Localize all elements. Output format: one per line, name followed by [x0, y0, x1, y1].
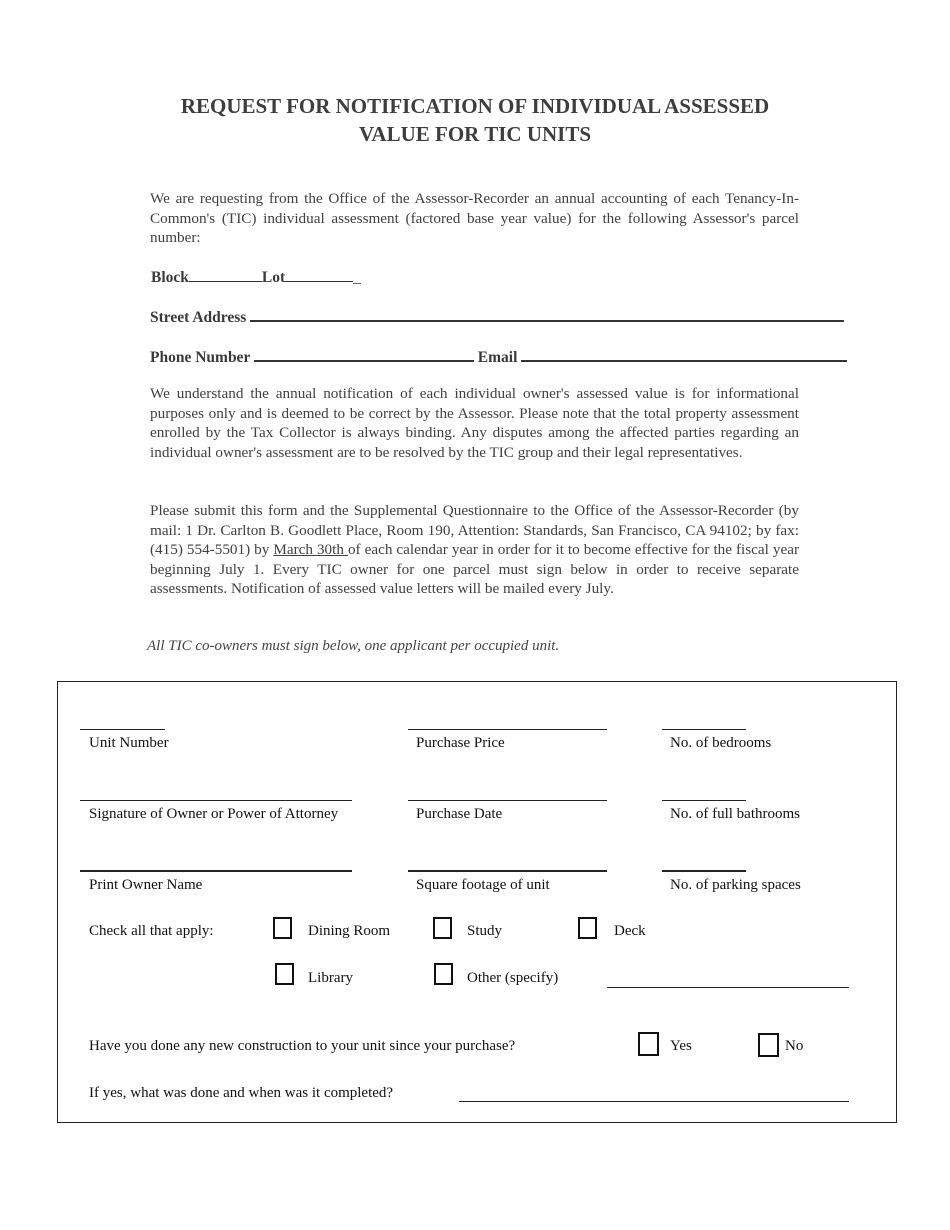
signature-note: All TIC co-owners must sign below, one applicant per occupied unit. [147, 638, 560, 654]
study-label: Study [467, 923, 503, 939]
construction-question: Have you done any new construction to your unit since your purchase? [89, 1038, 516, 1054]
completed-answer-line[interactable] [459, 1101, 849, 1102]
library-checkbox[interactable] [275, 963, 294, 985]
email-label: Email [477, 349, 518, 366]
block-field[interactable] [189, 267, 262, 282]
print-name-label: Print Owner Name [89, 877, 203, 893]
check-all-label: Check all that apply: [89, 923, 214, 939]
intro-paragraph: We are requesting from the Office of the Assessor-Recorder an annual accounting of each Tenancy-In-Common's (TIC) individual assessment (factored base year value) for the following Assessor's parcel number: [150, 190, 799, 247]
other-specify-line[interactable] [607, 987, 849, 988]
submission-text-after: of each calendar year in order for it to become effective for the fiscal year beginning July 1. Every TIC owner for one parcel must sign below in order to receive separate assessments. Notification of assessed value letters will be mailed every July. [150, 541, 799, 598]
purchase-date-label: Purchase Date [416, 806, 503, 822]
submission-text-before: Please submit this form and the Supplemental Questionnaire to the Office of the Assessor-Recorder (by mail: 1 Dr. Carlton B. Goodlett Place, Room 190, Attention: Standards, San Francisco, CA 94102; by fax:(415) 554-5501) by [150, 502, 799, 559]
purchase-price-line[interactable] [408, 729, 607, 730]
contact-row [150, 346, 847, 367]
signature-label: Signature of Owner or Power of Attorney [89, 806, 339, 822]
phone-field[interactable] [254, 346, 474, 362]
deck-checkbox[interactable] [578, 917, 597, 939]
yes-checkbox[interactable] [638, 1032, 659, 1056]
email-field[interactable] [521, 346, 847, 362]
no-checkbox[interactable] [758, 1033, 779, 1057]
completed-question: If yes, what was done and when was it completed? [89, 1085, 394, 1101]
unit-number-line[interactable] [80, 729, 165, 730]
street-address-field[interactable] [250, 306, 844, 322]
lot-field[interactable] [285, 267, 353, 282]
study-checkbox[interactable] [433, 917, 452, 939]
parking-line[interactable] [662, 870, 746, 872]
bathrooms-label: No. of full bathrooms [670, 806, 800, 822]
parking-label: No. of parking spaces [670, 877, 801, 893]
bathrooms-line[interactable] [662, 800, 746, 801]
print-name-line[interactable] [80, 870, 352, 872]
other-checkbox[interactable] [434, 963, 453, 985]
parcel-row [151, 267, 361, 287]
lot-trail: _ [353, 269, 361, 286]
bedrooms-line[interactable] [662, 729, 746, 730]
title-line-1: REQUEST FOR NOTIFICATION OF INDIVIDUAL ASSESSED [180, 94, 770, 118]
address-row [150, 306, 844, 327]
deck-label: Deck [614, 923, 646, 939]
title-line-2: VALUE FOR TIC UNITS [358, 122, 592, 146]
street-address-label: Street Address [150, 309, 247, 326]
dining-room-checkbox[interactable] [273, 917, 292, 939]
yes-label: Yes [670, 1038, 692, 1054]
other-label: Other (specify) [467, 970, 559, 986]
block-label: Block [151, 269, 189, 286]
disclaimer-paragraph: We understand the annual notification of each individual owner's assessed value is for informational purposes only and is deemed to be correct by the Assessor. Please note that the total property assessment enrolled by the Tax Collector is always binding. Any disputes among the affected parties regarding an individual owner's assessment are to be resolved by the TIC group and their legal representatives. [150, 385, 799, 461]
lot-label: Lot [261, 269, 286, 286]
phone-label: Phone Number [150, 349, 251, 366]
library-label: Library [308, 970, 353, 986]
page-title [120, 92, 830, 148]
owner-form-box [57, 681, 897, 1123]
signature-line[interactable] [80, 800, 352, 801]
submission-paragraph [150, 501, 799, 599]
no-label: No [785, 1038, 804, 1054]
purchase-date-line[interactable] [408, 800, 607, 801]
square-footage-label: Square footage of unit [416, 877, 550, 893]
bedrooms-label: No. of bedrooms [670, 735, 772, 751]
deadline-text: March 30th [273, 541, 348, 559]
square-footage-line[interactable] [408, 870, 607, 872]
unit-number-label: Unit Number [89, 735, 169, 751]
purchase-price-label: Purchase Price [416, 735, 505, 751]
dining-room-label: Dining Room [308, 923, 391, 939]
